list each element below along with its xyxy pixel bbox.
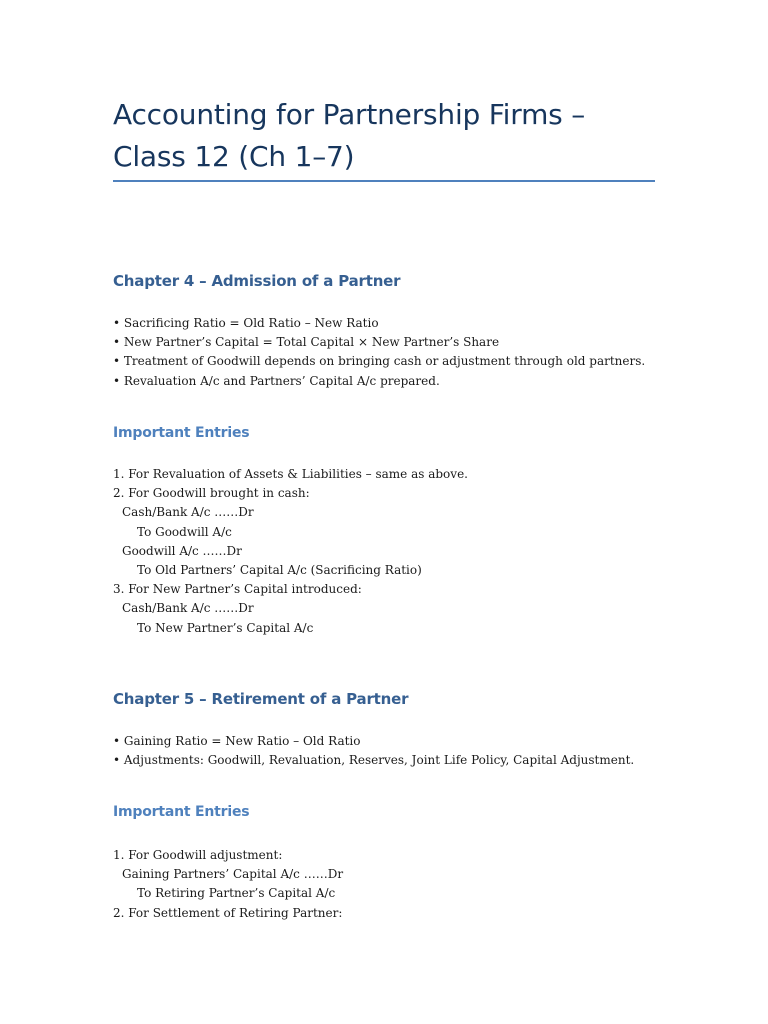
list-item: Gaining Partners’ Capital A/c ……Dr: [122, 867, 344, 882]
document-title: Accounting for Partnership Firms – Class 12 (Ch 1–7): [113, 98, 586, 173]
list-item: 1. For Revaluation of Assets & Liabilities – same as above.: [113, 467, 468, 481]
list-item: To New Partner’s Capital A/c: [137, 620, 314, 635]
list-item: Cash/Bank A/c ……Dr: [122, 601, 254, 616]
chapter-4-bullet-list: [113, 314, 658, 391]
chapter-5-entries-list: [113, 846, 658, 923]
list-item: 3. For New Partner’s Capital introduced:: [113, 582, 362, 597]
chapter-5-entries-heading: Important Entries: [113, 804, 250, 820]
list-item: • New Partner’s Capital = Total Capital × New Partner’s Share: [113, 335, 500, 350]
list-item: 2. For Settlement of Retiring Partner:: [113, 905, 343, 920]
list-item: • Sacrificing Ratio = Old Ratio – New Ratio: [113, 316, 379, 330]
list-item: • Gaining Ratio = New Ratio – Old Ratio: [113, 734, 361, 748]
chapter-4-entries-heading: Important Entries: [113, 425, 250, 441]
list-item: • Adjustments: Goodwill, Revaluation, Reserves, Joint Life Policy, Capital Adjustment.: [113, 753, 635, 768]
chapter-4-heading: Chapter 4 – Admission of a Partner: [113, 272, 401, 290]
chapter-4-entries-list: [113, 465, 658, 638]
list-item: To Retiring Partner’s Capital A/c: [137, 886, 336, 901]
list-item: • Treatment of Goodwill depends on bringing cash or adjustment through old partners.: [113, 354, 646, 369]
list-item: 1. For Goodwill adjustment:: [113, 848, 283, 862]
list-item: Cash/Bank A/c ……Dr: [122, 505, 254, 520]
list-item: Goodwill A/c ……Dr: [122, 543, 242, 558]
chapter-5-heading: Chapter 5 – Retirement of a Partner: [113, 690, 409, 708]
chapter-5-bullet-list: [113, 732, 658, 770]
list-item: • Revaluation A/c and Partners’ Capital A/c prepared.: [113, 373, 440, 388]
list-item: 2. For Goodwill brought in cash:: [113, 486, 310, 501]
title-underline: [113, 180, 655, 182]
list-item: To Goodwill A/c: [137, 524, 232, 539]
list-item: To Old Partners’ Capital A/c (Sacrificing Ratio): [137, 563, 422, 578]
